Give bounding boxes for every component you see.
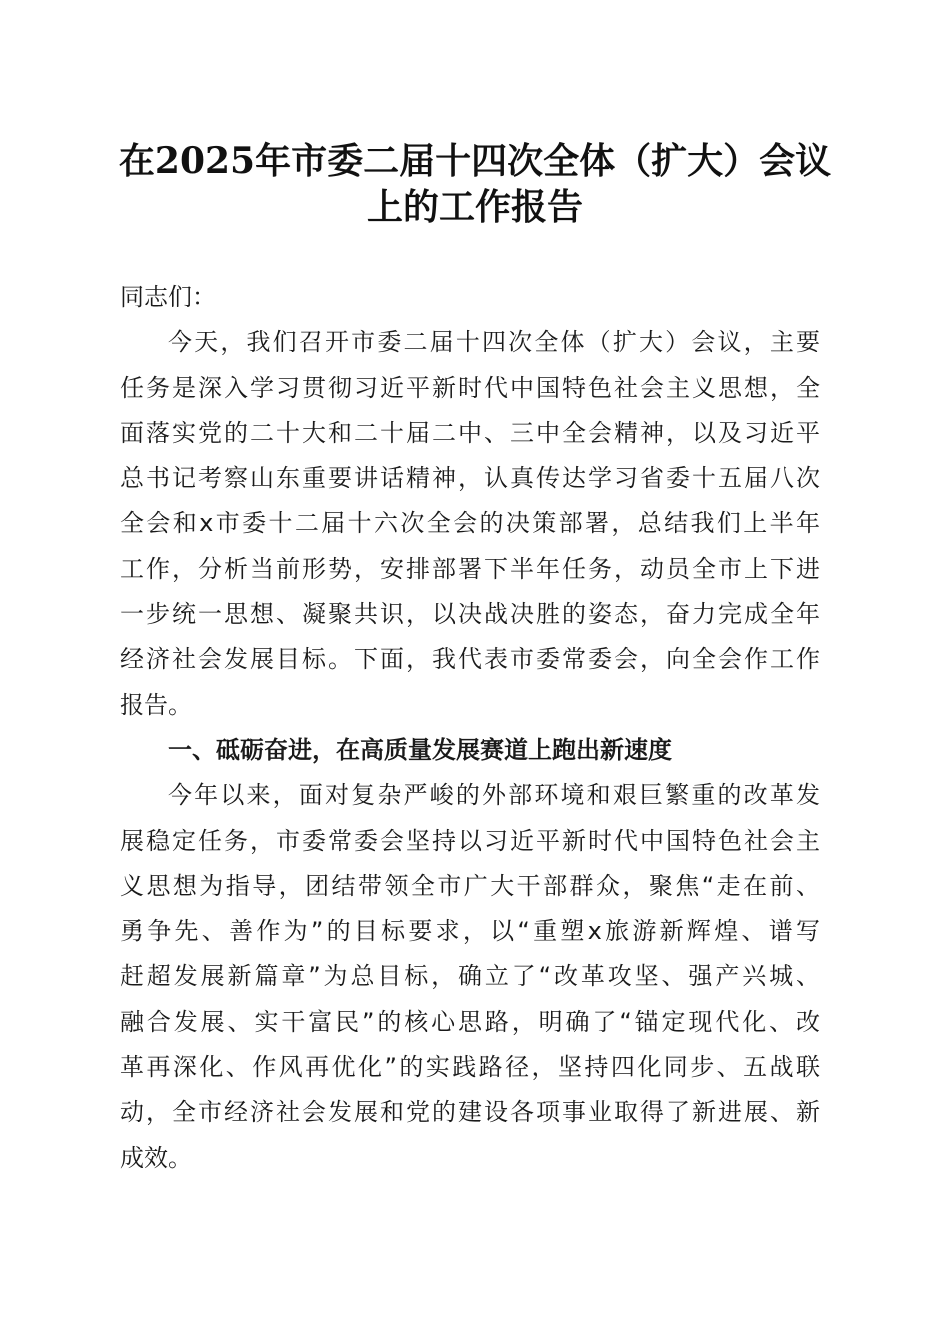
paragraph-1-line: 报告。 xyxy=(120,690,192,719)
paragraph-2-line: 今年以来，面对复杂严峻的外部环境和艰巨繁重的改革发 xyxy=(168,781,820,810)
paragraph-1-line: 工作，分析当前形势，安排部署下半年任务，动员全市上下进 xyxy=(120,554,820,583)
paragraph-2-line: 赶超发展新篇章”为总目标，确立了“改革攻坚、强产兴城、 xyxy=(120,962,820,991)
paragraph-2-line: 动，全市经济社会发展和党的建设各项事业取得了新进展、新 xyxy=(120,1098,820,1127)
paragraph-1-line: 一步统一思想、凝聚共识，以决战决胜的姿态，奋力完成全年 xyxy=(120,600,820,629)
paragraph-2-line: 融合发展、实干富民”的核心思路，明确了“锚定现代化、改 xyxy=(120,1007,820,1036)
paragraph-1-line: 全会和x市委十二届十六次全会的决策部署，总结我们上半年 xyxy=(120,509,820,538)
paragraph-2-line: 义思想为指导，团结带领全市广大干部群众，聚焦“走在前、 xyxy=(120,871,820,900)
paragraph-1-line: 今天，我们召开市委二届十四次全体（扩大）会议，主要 xyxy=(168,328,820,357)
paragraph-2-line: 勇争先、善作为”的目标要求，以“重塑x旅游新辉煌、谱写 xyxy=(120,917,820,946)
paragraph-2-line: 革再深化、作风再优化”的实践路径，坚持四化同步、五战联 xyxy=(120,1053,820,1082)
section-heading-1: 一、砥砺奋进，在高质量发展赛道上跑出新速度 xyxy=(168,735,672,764)
paragraph-1-line: 任务是深入学习贯彻习近平新时代中国特色社会主义思想，全 xyxy=(120,373,820,402)
document-body xyxy=(120,275,820,1181)
salutation: 同志们： xyxy=(120,283,216,311)
paragraph-2-line: 展稳定任务，市委常委会坚持以习近平新时代中国特色社会主 xyxy=(120,826,820,855)
document-title-line-1: 在2025年市委二届十四次全体（扩大）会议 xyxy=(118,140,832,182)
paragraph-1-line: 总书记考察山东重要讲话精神，认真传达学习省委十五届八次 xyxy=(120,464,820,493)
paragraph-1-line: 面落实党的二十大和二十届二中、三中全会精神，以及习近平 xyxy=(120,418,820,447)
paragraph-2-line: 成效。 xyxy=(120,1143,192,1172)
document-title-line-2: 上的工作报告 xyxy=(366,186,583,228)
paragraph-1-line: 经济社会发展目标。下面，我代表市委常委会，向全会作工作 xyxy=(120,645,820,674)
